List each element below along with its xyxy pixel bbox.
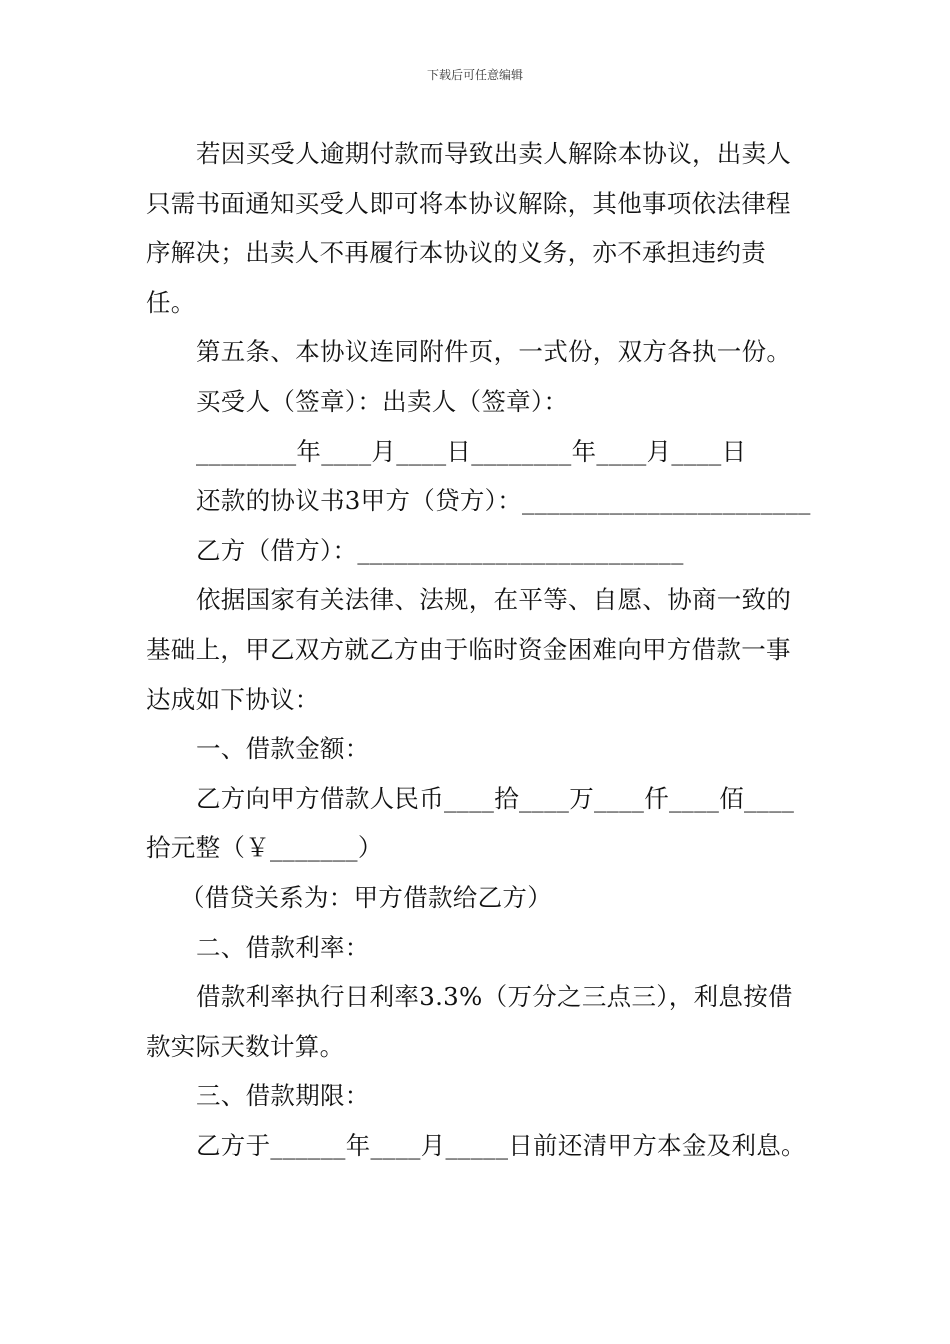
section-heading-term: 三、借款期限： [196, 1081, 370, 1111]
paragraph-signature-dates: ________年____月____日________年____月____日 [196, 436, 747, 466]
page-header-note: 下载后可任意编辑 [426, 68, 523, 82]
document-body [146, 129, 811, 1170]
paragraph-loan-amount: 乙方向甲方借款人民币____拾____万____仟____佰____拾元整（￥_______） [146, 783, 795, 863]
paragraph-article-five: 第五条、本协议连同附件页，一式份，双方各执一份。 [196, 337, 792, 367]
paragraph-party-a: 还款的协议书3甲方（贷方）：_______________________ [196, 486, 811, 516]
paragraph-loan-rate: 借款利率执行日利率3.3%（万分之三点三），利息按借款实际天数计算。 [146, 982, 793, 1061]
paragraph-preamble: 依据国家有关法律、法规，在平等、自愿、协商一致的基础上，甲乙双方就乙方由于临时资金困难向甲方借款一事达成如下协议： [146, 585, 792, 714]
section-heading-amount: 一、借款金额： [196, 734, 370, 764]
paragraph-loan-relation: （借贷关系为：甲方借款给乙方） [180, 882, 552, 912]
paragraph-loan-term: 乙方于______年____月_____日前还清甲方本金及利息。 [196, 1130, 806, 1160]
paragraph-party-b: 乙方（借方）：__________________________ [196, 535, 684, 565]
paragraph-signatures: 买受人（签章）：出卖人（签章）： [196, 386, 569, 416]
paragraph-termination-clause: 若因买受人逾期付款而导致出卖人解除本协议，出卖人只需书面通知买受人即可将本协议解除，其他事项依法律程序解决；出卖人不再履行本协议的义务，亦不承担违约责任。 [146, 139, 792, 317]
section-heading-rate: 二、借款利率： [196, 932, 370, 962]
